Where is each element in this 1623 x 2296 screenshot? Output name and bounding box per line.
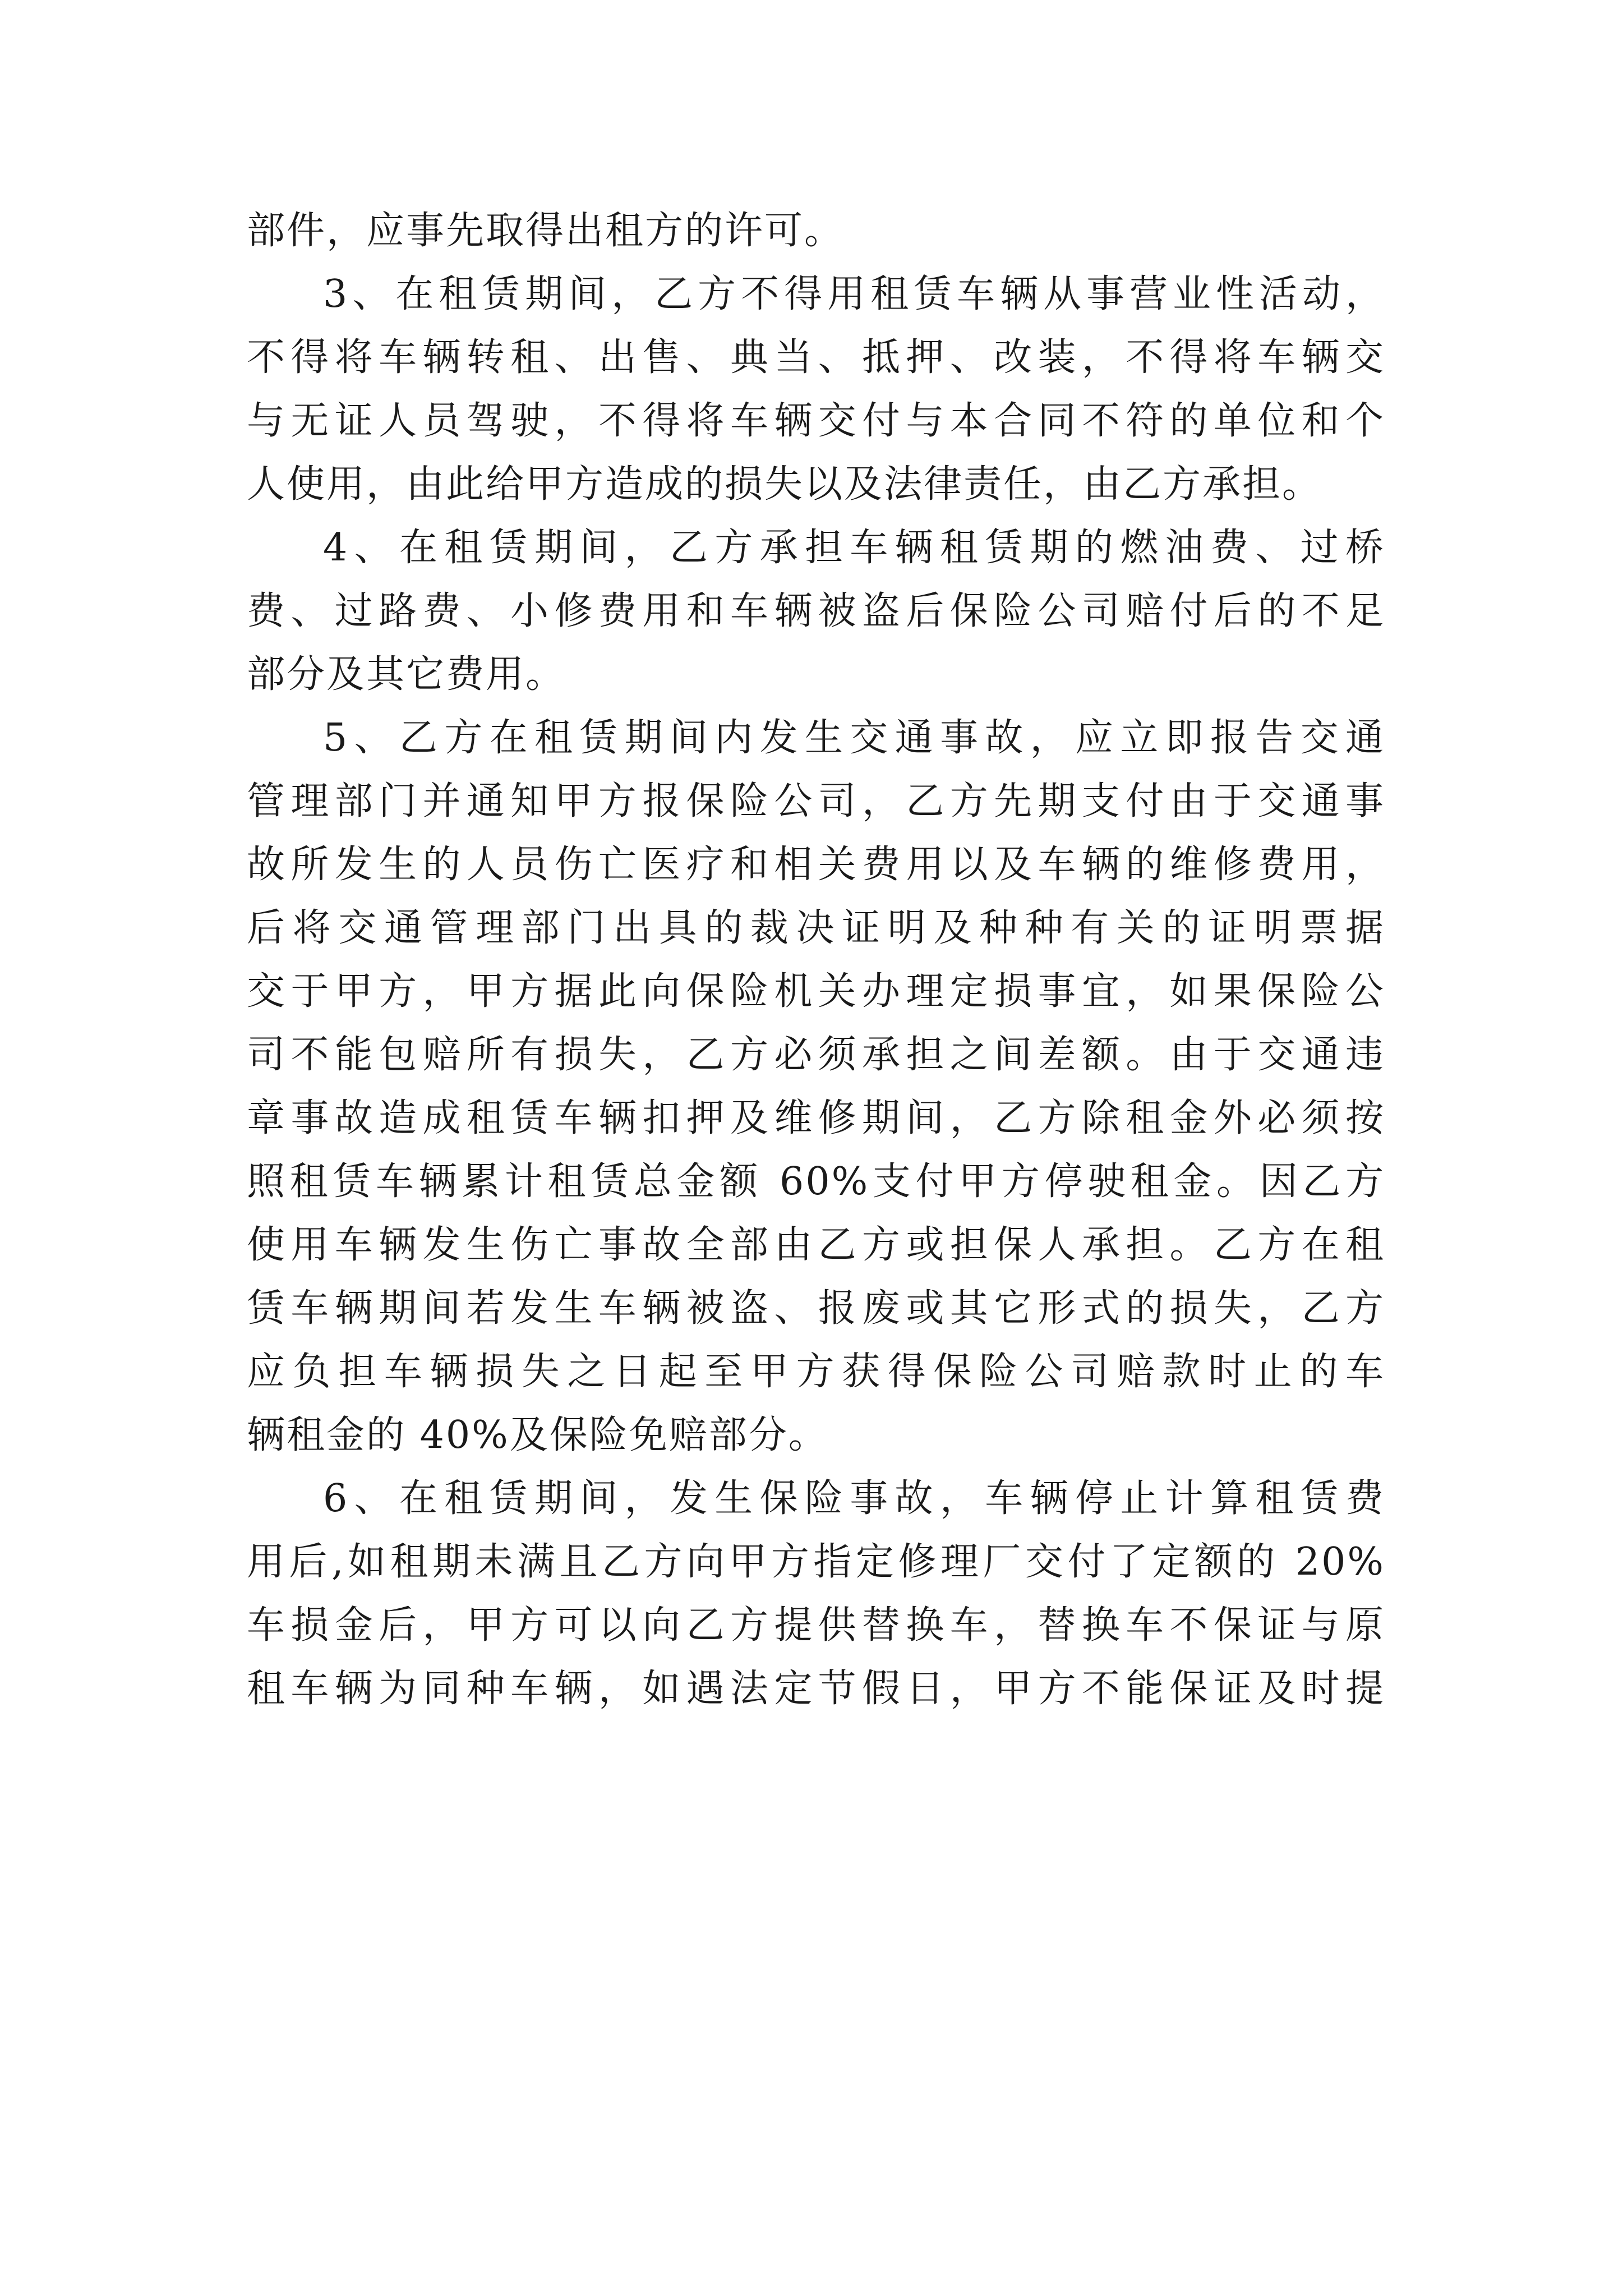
paragraph-continued [247,199,1385,263]
text-line: 照租赁车辆累计租赁总金额 60%支付甲方停驶租金。因乙方 [247,1159,1385,1204]
paragraph-clause-5 [247,706,1385,1467]
text-line: 5、乙方在租赁期间内发生交通事故，应立即报告交通 [323,716,1385,760]
text-line: 用后,如租期未满且乙方向甲方指定修理厂交付了定额的 20% [247,1540,1385,1584]
text-line: 辆租金的 40%及保险免赔部分。 [247,1413,828,1457]
text-line: 车损金后，甲方可以向乙方提供替换车，替换车不保证与原 [247,1603,1385,1648]
contract-text-body [247,199,1385,1720]
text-line: 应负担车辆损失之日起至甲方获得保险公司赔款时止的车 [247,1350,1385,1394]
text-line: 与无证人员驾驶，不得将车辆交付与本合同不符的单位和个 [247,399,1385,443]
text-line: 故所发生的人员伤亡医疗和相关费用以及车辆的维修费用， [247,843,1385,887]
text-line: 部分及其它费用。 [247,652,566,697]
paragraph-clause-6 [247,1467,1385,1720]
paragraph-clause-4 [247,516,1385,706]
text-line: 章事故造成租赁车辆扣押及维修期间，乙方除租金外必须按 [247,1096,1385,1140]
text-line: 不得将车辆转租、出售、典当、抵押、改装，不得将车辆交 [247,335,1385,380]
text-line: 管理部门并通知甲方报保险公司，乙方先期支付由于交通事 [247,779,1385,823]
text-line: 司不能包赔所有损失，乙方必须承担之间差额。由于交通违 [247,1033,1385,1077]
text-line: 交于甲方，甲方据此向保险机关办理定损事宜，如果保险公 [247,969,1385,1014]
text-line: 部件，应事先取得出租方的许可。 [247,209,845,253]
text-line: 使用车辆发生伤亡事故全部由乙方或担保人承担。乙方在租 [247,1223,1385,1267]
text-line: 人使用，由此给甲方造成的损失以及法律责任，由乙方承担。 [247,462,1322,507]
text-line: 租车辆为同种车辆，如遇法定节假日，甲方不能保证及时提 [247,1667,1385,1711]
paragraph-clause-3 [247,263,1385,516]
text-line: 3、在租赁期间，乙方不得用租赁车辆从事营业性活动， [323,272,1385,316]
text-line: 4、在租赁期间，乙方承担车辆租赁期的燃油费、过桥 [323,526,1385,570]
text-line: 6、在租赁期间，发生保险事故，车辆停止计算租赁费 [323,1476,1385,1521]
text-line: 后将交通管理部门出具的裁决证明及种种有关的证明票据 [247,906,1385,950]
text-line: 费、过路费、小修费用和车辆被盗后保险公司赔付后的不足 [247,589,1385,633]
text-line: 赁车辆期间若发生车辆被盗、报废或其它形式的损失，乙方 [247,1286,1385,1331]
